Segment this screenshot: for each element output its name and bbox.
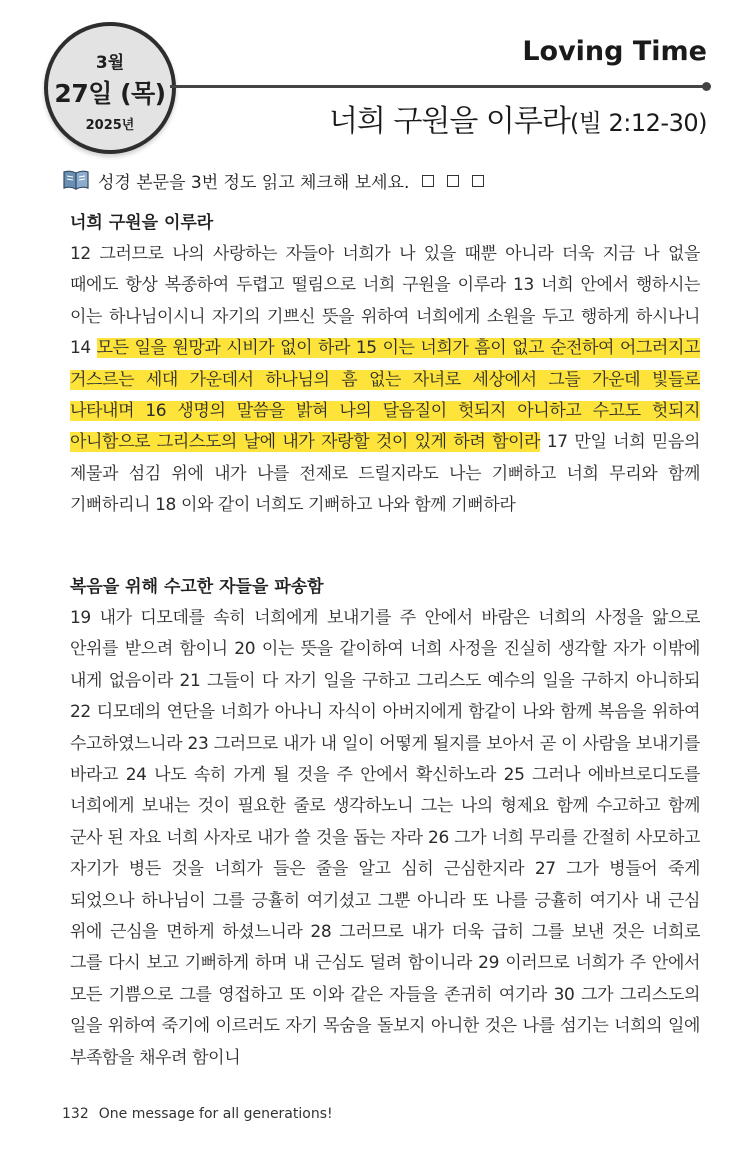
section-title: 복음을 위해 수고한 자들을 파송함 (70, 577, 324, 597)
passage-text (70, 239, 700, 522)
footer-tagline: One message for all generations! (98, 1106, 333, 1122)
header-divider (170, 85, 707, 88)
instruction-text: 성경 본문을 3번 정도 읽고 체크해 보세요. (98, 173, 410, 193)
book-icon (62, 169, 92, 196)
reading-instruction (62, 168, 484, 196)
highlighted-passage: 모든 일을 원망과 시비가 없이 하라 15 이는 너희가 흠이 없고 순전하여 어그러지고 거스르는 세대 가운데서 하나님의 흠 없는 자녀로 세상에서 그들 가운데 빛들로 나타내며 16 생명의 말씀을 밝혀 나의 달음질이 헛되지 아니하고 수고도 헛되지 아니함으로 그리스도의 날에 내가 자랑할 것이 있게 하려 함이라 (70, 338, 700, 453)
date-badge (44, 22, 176, 154)
read-checkbox-2[interactable] (447, 175, 459, 187)
page-number: 132 (62, 1106, 89, 1122)
section-1 (70, 208, 700, 522)
section-title: 너희 구원을 이루라 (70, 213, 214, 233)
passage-text-part: 17 만일 너희 믿음의 제물과 섬김 위에 내가 나를 전제로 드릴지라도 나는 기뻐하고 너희 무리와 함께 기뻐하리니 18 이와 같이 너희도 기뻐하고 나와 함께 기뻐하라 (70, 432, 700, 516)
date-month: 3월 (95, 53, 125, 73)
date-day: 27일 (목) (54, 79, 166, 108)
scripture-reference: (빌 2:12-30) (569, 109, 707, 137)
brand-title: Loving Time (522, 36, 707, 67)
read-checkbox-3[interactable] (472, 175, 484, 187)
page-title-text: 너희 구원을 이루라 (328, 104, 570, 139)
date-year: 2025년 (85, 118, 135, 133)
page-footer (62, 1106, 333, 1122)
header-divider-dot (702, 82, 711, 91)
read-checkbox-1[interactable] (422, 175, 434, 187)
section-2 (70, 572, 700, 1074)
passage-text-part: 12 그러므로 나의 사랑하는 자들아 너희가 나 있을 때뿐 아니라 더욱 지금 나 없을 때에도 항상 복종하여 두렵고 떨림으로 너희 구원을 이루라 13 너희 안에서 행하시는 이는 하나님이시니 자기의 기쁘신 뜻을 위하여 너희에게 소원을 두고 행하게 하시나니 14 (70, 244, 700, 359)
passage-text: 19 내가 디모데를 속히 너희에게 보내기를 주 안에서 바람은 너희의 사정을 앎으로 안위를 받으려 함이니 20 이는 뜻을 같이하여 너희 사정을 진실히 생각할 자가 이밖에 내게 없음이라 21 그들이 다 자기 일을 구하고 그리스도 예수의 일을 구하지 아니하되 22 디모데의 연단을 너희가 아나니 자식이 아버지에게 함같이 나와 함께 복음을 위하여 수고하였느니라 23 그러므로 내가 내 일이 어떻게 될지를 보아서 곧 이 사람을 보내기를 바라고 24 나도 속히 가게 될 것을 주 안에서 확신하노라 25 그러나 에바브로디도를 너희에게 보내는 것이 필요한 줄로 생각하노니 그는 나의 형제요 함께 수고하고 함께 군사 된 자요 너희 사자로 내가 쓸 것을 돕는 자라 26 그가 너희 무리를 간절히 사모하고 자기가 병든 것을 너희가 들은 줄을 알고 심히 근심한지라 27 그가 병들어 죽게 되었으나 하나님이 그를 긍휼히 여기셨고 그뿐 아니라 또 나를 긍휼히 여기사 내 근심 위에 근심을 면하게 하셨느니라 28 그러므로 내가 더욱 급히 그를 보낸 것은 너희로 그를 다시 보고 기뻐하게 하며 내 근심도 덜려 함이니라 29 이러므로 너희가 주 안에서 모든 기쁨으로 그를 영접하고 또 이와 같은 자들을 존귀히 여기라 30 그가 그리스도의 일을 위하여 죽기에 이르러도 자기 목숨을 돌보지 아니한 것은 나를 섬기는 너희의 일에 부족함을 채우려 함이니 (70, 608, 700, 1068)
page-title (329, 96, 707, 140)
